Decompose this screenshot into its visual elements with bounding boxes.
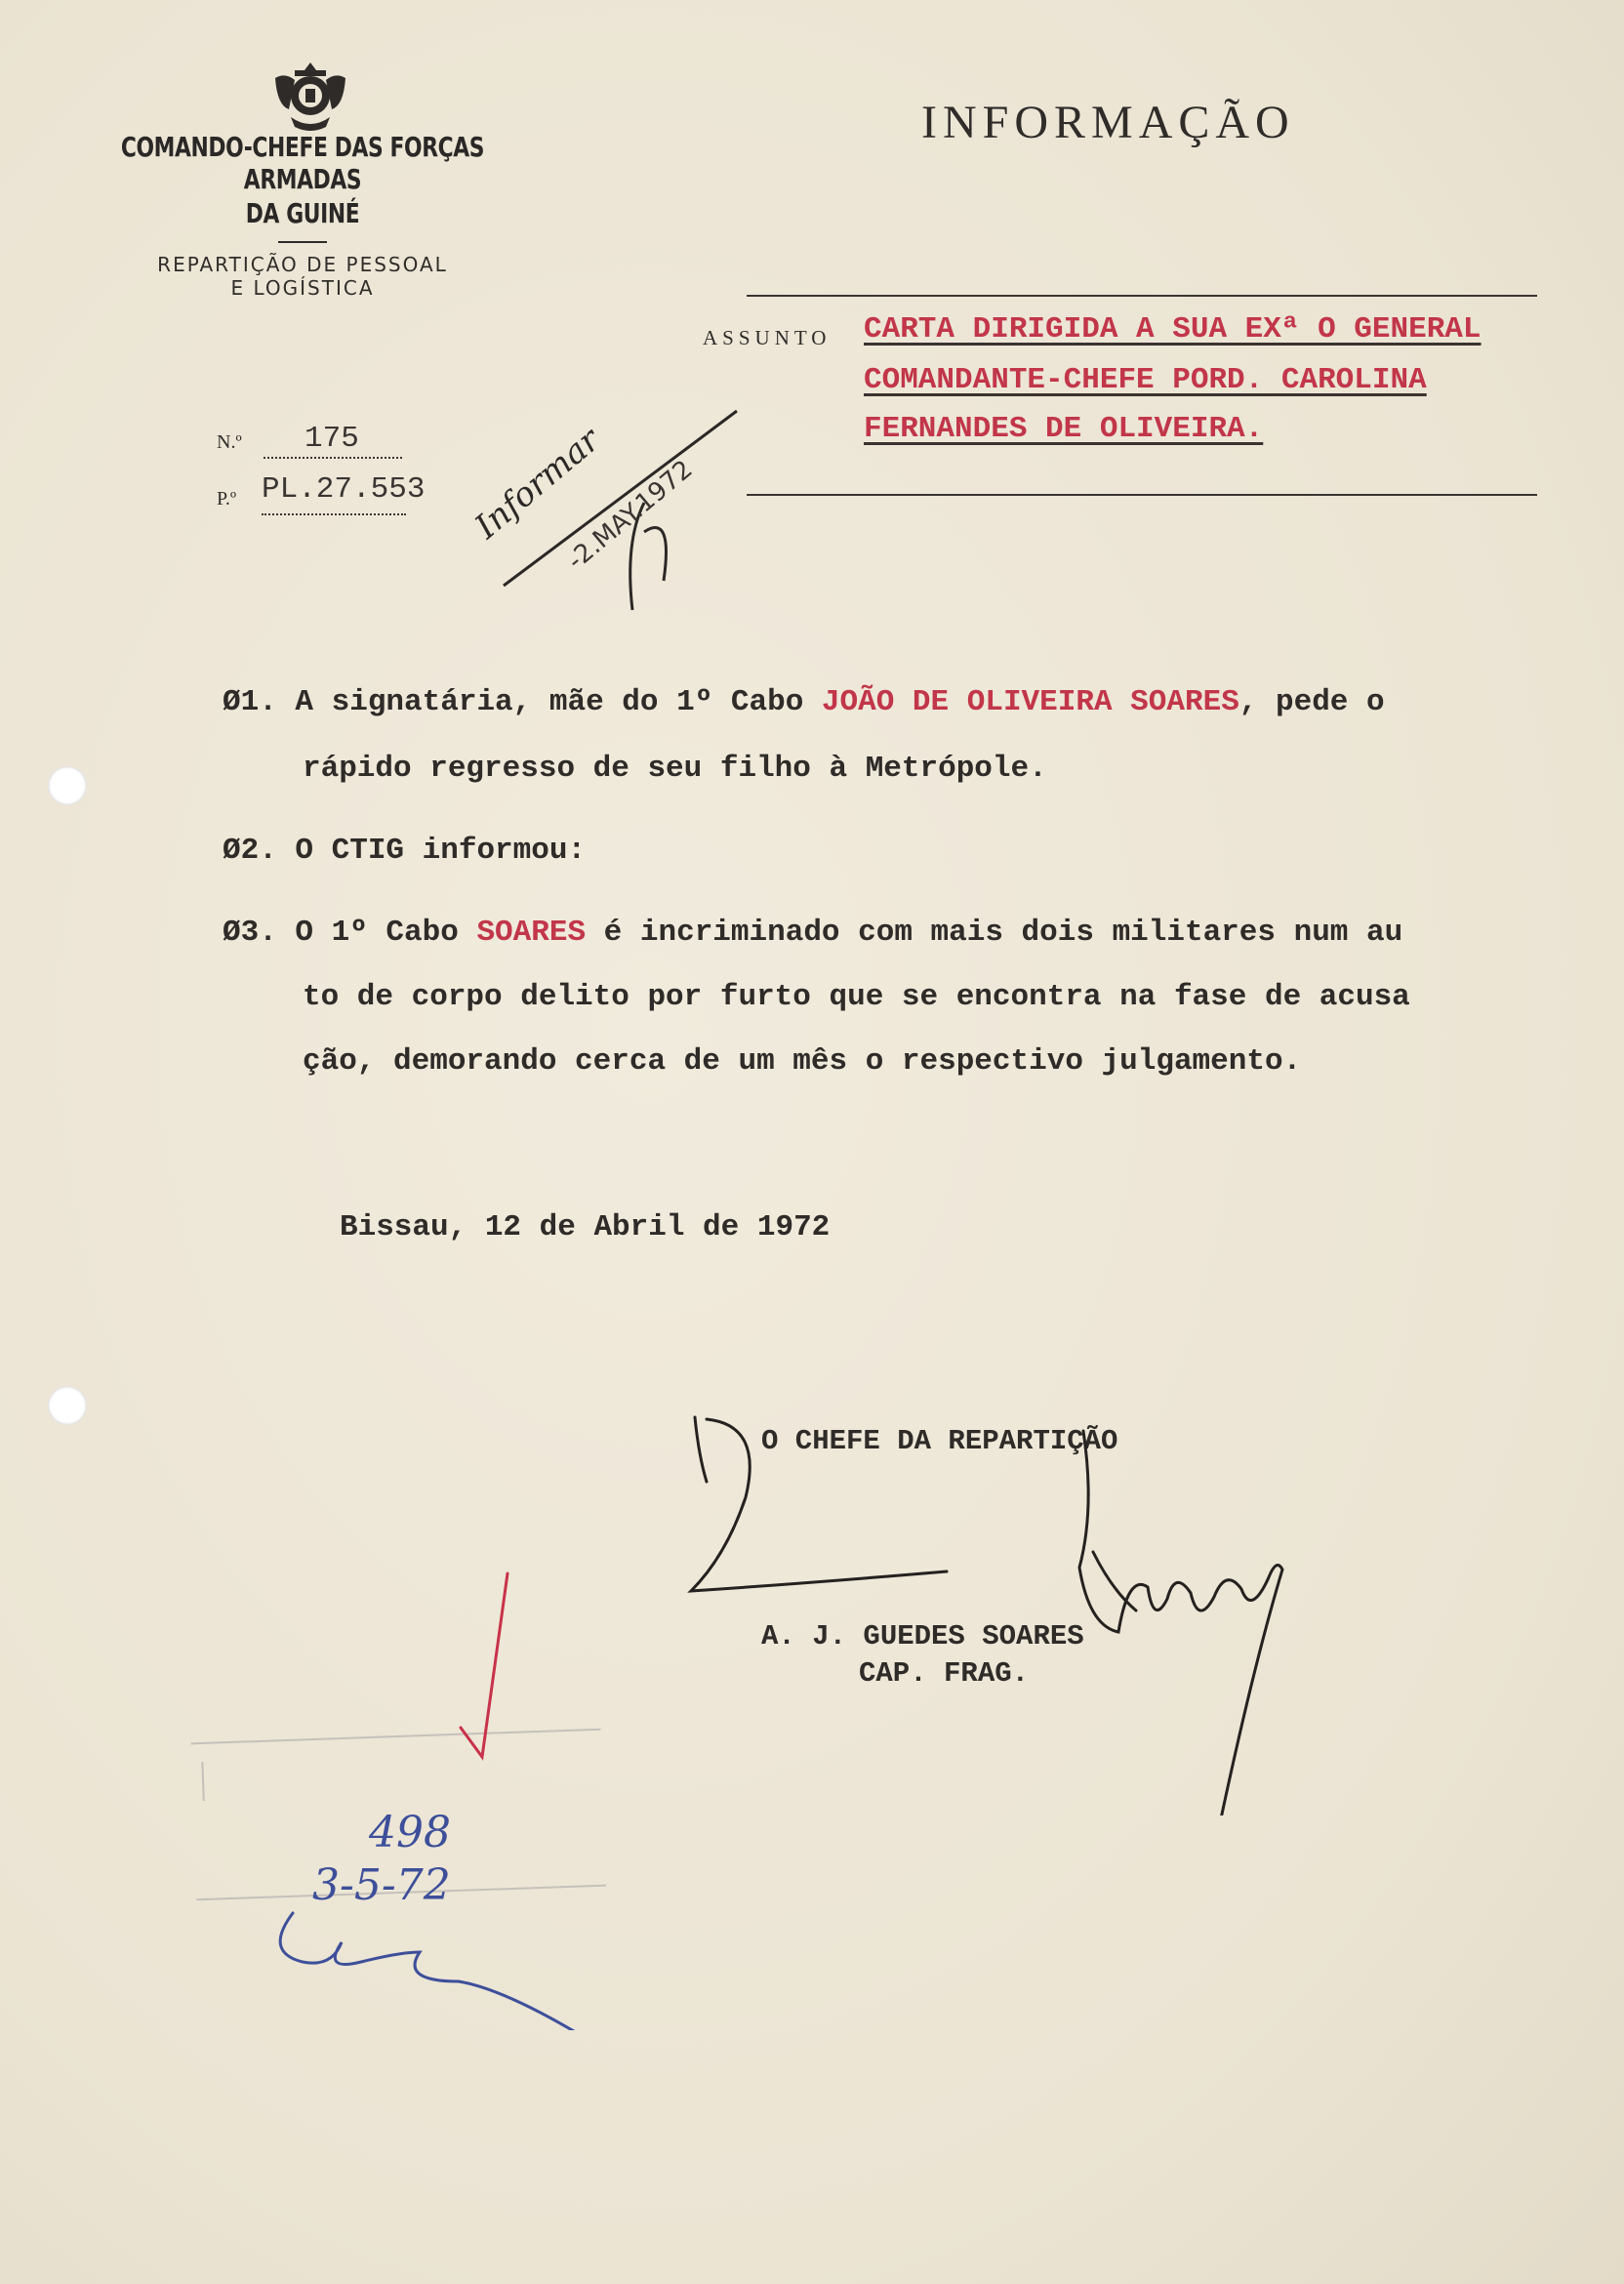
highlighted-name: SOARES — [476, 916, 587, 950]
paragraph-2 — [223, 834, 586, 868]
paragraph-3-line-2: to de corpo delito por furto que se encontra na fase de acusa — [303, 980, 1410, 1014]
paragraph-text: O 1º Cabo — [295, 916, 477, 950]
checkmark-icon — [449, 1571, 527, 1767]
subject-line-1: CARTA DIRIGIDA A SUA EXª O GENERAL — [864, 312, 1482, 347]
received-number: 498 — [369, 1808, 451, 1857]
paragraph-text: , pede o — [1238, 685, 1385, 719]
paragraph-text: O CTIG informou: — [295, 834, 587, 868]
paragraph-number: Ø3. — [223, 916, 277, 950]
subject-line-2: COMANDANTE-CHEFE PORD. CAROLINA — [864, 363, 1427, 397]
handwritten-annotation: Informar — [467, 420, 608, 547]
process-label: P.º — [217, 488, 237, 510]
highlighted-name: JOÃO DE OLIVEIRA SOARES — [821, 685, 1239, 719]
process-underline — [262, 513, 406, 515]
document-title: INFORMAÇÃO — [921, 97, 1295, 148]
signatory-name: A. J. GUEDES SOARES — [761, 1620, 1084, 1652]
blue-ink-initials — [264, 1884, 654, 2030]
subject-label: ASSUNTO — [703, 326, 832, 349]
department-name: REPARTIÇÃO DE PESSOAL — [157, 253, 448, 276]
paragraph-number: Ø1. — [223, 685, 277, 719]
received-date: 3-5-72 — [312, 1860, 451, 1910]
organization-name: COMANDO-CHEFE DAS FORÇAS ARMADAS — [120, 131, 485, 195]
rule — [747, 295, 1537, 297]
handwritten-signature — [673, 1406, 1357, 1815]
signature-role: O CHEFE DA REPARTIÇÃO — [761, 1425, 1118, 1457]
signatory-rank: CAP. FRAG. — [859, 1657, 1030, 1690]
paragraph-text: A signatária, mãe do 1º Cabo — [295, 685, 822, 719]
punch-hole — [48, 766, 87, 805]
coat-of-arms-icon — [265, 57, 355, 133]
punch-hole — [48, 1386, 87, 1425]
organization-block — [59, 131, 547, 300]
rule — [747, 494, 1537, 496]
divider — [278, 241, 327, 243]
date-stamp: -2.MAY.1972 — [561, 454, 699, 576]
number-label: N.º — [217, 431, 242, 453]
number-value: 175 — [304, 422, 359, 456]
paragraph-text: é incriminado com mais dois militares num au — [586, 916, 1403, 950]
paragraph-3-line-1 — [223, 916, 1402, 950]
subject-line-3: FERNANDES DE OLIVEIRA. — [864, 412, 1264, 446]
organization-name-line2: DA GUINÉ — [245, 197, 360, 229]
number-underline — [264, 457, 402, 459]
place-and-date: Bissau, 12 de Abril de 1972 — [340, 1210, 831, 1244]
paragraph-number: Ø2. — [223, 834, 277, 868]
paragraph-1-line-1 — [223, 685, 1385, 719]
process-value: PL.27.553 — [262, 472, 426, 507]
paragraph-3-line-3: ção, demorando cerca de um mês o respectivo julgamento. — [303, 1044, 1302, 1079]
department-name-line2: E LOGÍSTICA — [230, 276, 375, 300]
paragraph-1-line-2: rápido regresso de seu filho à Metrópole. — [303, 752, 1047, 786]
